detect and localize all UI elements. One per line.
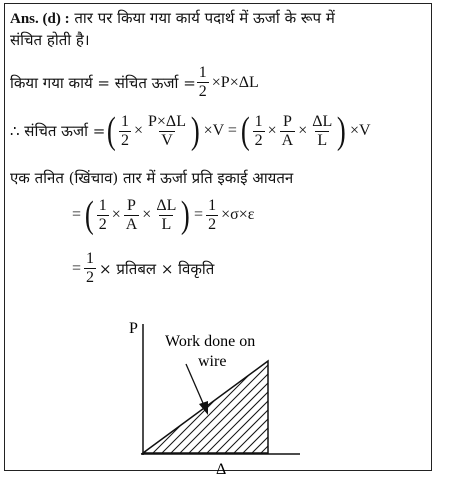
annotation-line-1: Work done on [165,333,256,350]
y-axis-label: P [129,320,138,337]
eq3-a-den: 2 [98,215,107,233]
eq3-a-num: 1 [98,196,107,214]
eq2-lhs: ∴ संचित ऊर्जा = [10,122,106,140]
answer-label: Ans. (d) : [10,11,70,27]
hatch-line [289,355,404,470]
eq2-times-3: × [298,122,308,139]
eq1-den: 2 [198,83,207,100]
eq4-eq: = [72,259,82,277]
eq4-num: 1 [86,250,95,267]
eq2-f2-den: V [161,131,173,149]
eq3-mid: = [194,206,204,223]
eq2-g3-num: ΔL [312,112,333,130]
eq3-b-num: P [127,196,136,214]
eq3-end: ×σ×ε [221,206,255,223]
energy-per-volume-text: एक तनित (खिंचाव) तार में ऊर्जा प्रति इकाई आयतन [10,169,294,187]
eq1-num: 1 [198,64,207,81]
eq2-g2-num: P [282,112,292,130]
hatch-line [316,355,431,470]
answer-text-1: तार पर किया गया कार्य पदार्थ में ऊर्जा के रूप में [74,9,335,27]
eq3-eq: = [72,206,82,223]
eq3-paren-close: ) [181,194,191,236]
eq1-rhs: ×P×ΔL [211,73,259,91]
eq2-g3-den: L [317,131,328,149]
eq2-paren-open-2: ( [240,110,250,152]
eq3-b-den: A [125,215,138,233]
eq2-g1-num: 1 [254,112,263,130]
eq4-den: 2 [86,269,95,286]
hatch-line [298,355,413,470]
eq2-paren-open-1: ( [107,110,117,152]
eq4-end: × प्रतिबल × विकृति [99,259,215,278]
eq2-end: ×V [349,122,371,139]
eq2-g1-den: 2 [254,131,263,149]
eq2-mid: ×V = [203,122,237,139]
eq2-paren-close-2: ) [337,110,347,152]
eq3-c-num: ΔL [156,196,177,214]
eq2-f1-den: 2 [120,131,129,149]
hatch-line [262,355,377,470]
hatch-line [307,355,422,470]
eq3-c-den: L [161,215,172,233]
arrow-head-icon [199,401,208,415]
eq2-g2-den: A [281,131,294,149]
hatch-line [253,355,368,470]
annotation-line-2: wire [198,353,227,370]
x-axis-label: Δ [216,461,227,478]
eq2-f2-num: P×ΔL [148,112,186,130]
answer-line-2: संचित होती है। [10,31,90,49]
eq2-paren-close-1: ) [190,110,200,152]
eq3-paren-open: ( [84,194,94,236]
eq1-lhs: किया गया कार्य = संचित ऊर्जा = [10,73,196,92]
hatch-line [271,355,386,470]
eq3-times-1: × [111,206,121,223]
hatch-line [280,355,395,470]
eq2-times: × [133,122,143,139]
eq3-times-2: × [142,206,152,223]
eq3-d-num: 1 [208,196,217,214]
eq3-d-den: 2 [208,215,217,233]
eq2-times-2: × [267,122,277,139]
eq2-f1-num: 1 [120,112,129,130]
